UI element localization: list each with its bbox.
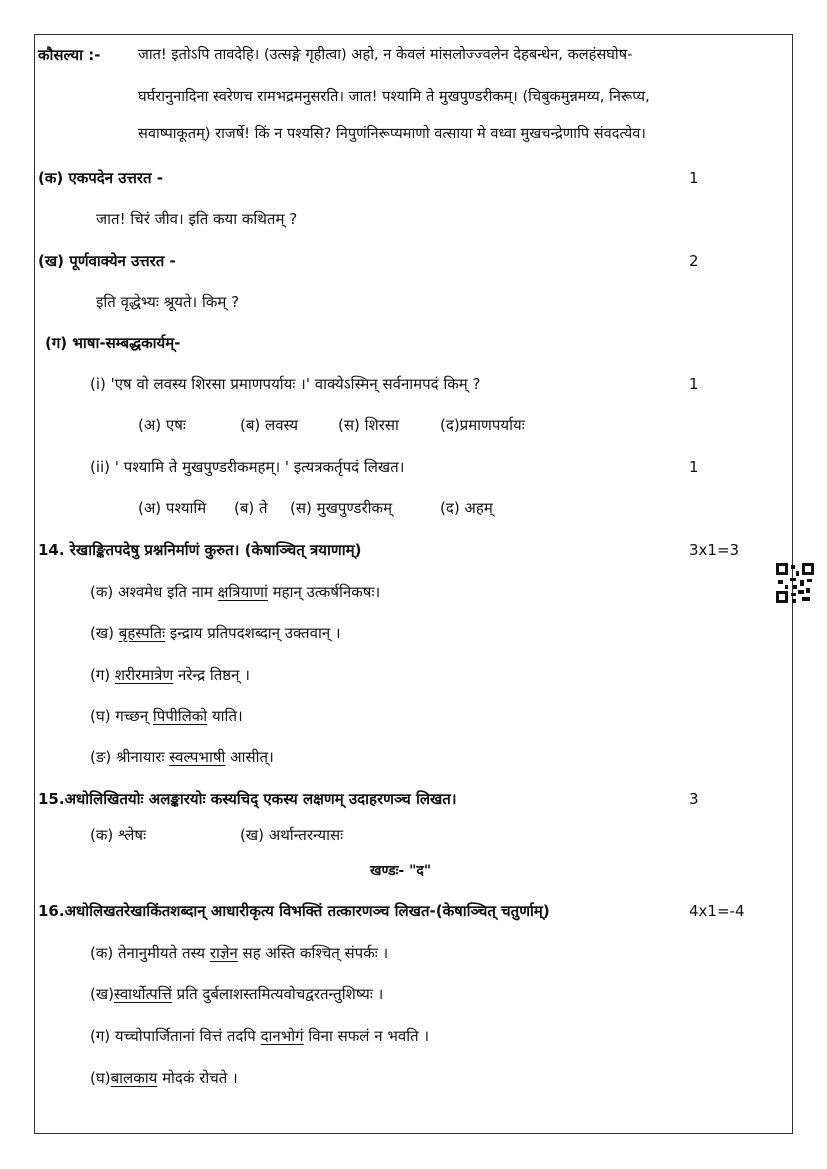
- q-ga-i-option: (ब) लवस्य: [240, 416, 299, 434]
- q14-item: (क) अश्वमेध इति नाम क्षत्रियाणां महान् उत्कर्षनिकषः।: [90, 583, 381, 601]
- q14-heading: 14. रेखाङ्कितपदेषु प्रश्ननिर्माणं कुरुत। (केषाञ्चित् त्रयाणाम्): [38, 541, 362, 559]
- q15-heading: 15.अधोलिखितयोः अलङ्कारयोः कस्यचिद् एकस्य लक्षणम् उदाहरणञ्च लिखत।: [38, 790, 457, 808]
- passage-line-3: सवाष्पाकूतम्) राजर्षे! किं न पश्यसि? निपुणंनिरूप्यमाणो वत्साया मे वध्वा मुखचन्द्रेणापि संवदत्येव।: [138, 125, 646, 142]
- q-ga-ii-option: (अ) पश्यामि: [138, 499, 207, 517]
- q14-item: (घ) गच्छन् पिपीलिको याति।: [90, 707, 243, 725]
- q-ka-question: जात! चिरं जीव। इति कया कथितम् ?: [96, 210, 298, 228]
- q14-item: (ख) बृहस्पतिः इन्द्राय प्रतिपदशब्दान् उक्तवान् ।: [90, 624, 341, 642]
- q15-marks: 3: [689, 790, 699, 808]
- speaker-label: कौसल्या :-: [38, 46, 101, 64]
- q14-item: (ङ) श्रीनायारः स्वल्पभाषी आसीत्।: [90, 748, 274, 766]
- q-ga-i-option: (द)प्रमाणपर्यायः: [440, 416, 525, 434]
- q-ga-i-option: (अ) एषः: [138, 416, 186, 434]
- q-ga-i-option: (स) शिरसा: [338, 416, 399, 434]
- q16-item: (ख)स्वार्थोत्पत्तिं प्रति दुर्बलाशस्तमित्यवोचद्वरतन्तुशिष्यः ।: [90, 985, 384, 1003]
- q-ga-ii-marks: 1: [689, 458, 699, 476]
- q14-marks: 3x1=3: [689, 541, 740, 559]
- q16-item: (घ)बालकाय मोदकं रोचते ।: [90, 1069, 238, 1087]
- q15-option: (क) श्लेषः: [90, 826, 147, 844]
- q-ga-i-text: (i) 'एष वो लवस्य शिरसा प्रमाणपर्यायः ।' वाक्येऽस्मिन् सर्वनामपदं किम् ?: [90, 375, 481, 393]
- q-ga-ii-text: (ii) ' पश्यामि ते मुखपुण्डरीकमहम्। ' इत्यत्रकर्तृपदं लिखत।: [90, 458, 405, 476]
- q-kha-marks: 2: [689, 252, 699, 270]
- q16-item: (क) तेनानुमीयते तस्य राज्ञेन सह अस्ति कश्चित् संपर्कः ।: [90, 944, 389, 962]
- q-ka-heading: (क) एकपदेन उत्तरत -: [38, 169, 164, 187]
- q-ka-marks: 1: [689, 169, 699, 187]
- q-ga-ii-option: (स) मुखपुण्डरीकम्: [290, 499, 393, 517]
- section-heading: खण्डः- "द": [370, 863, 432, 879]
- q-kha-question: इति वृद्धेभ्यः श्रूयते। किम् ?: [96, 293, 240, 311]
- q14-item: (ग) शरीरमात्रेण नरेन्द्र तिष्ठन् ।: [90, 666, 250, 684]
- q-kha-heading: (ख) पूर्णवाक्येन उत्तरत -: [38, 252, 176, 270]
- q15-option: (ख) अर्थान्तरन्यासः: [240, 826, 344, 844]
- q16-heading: 16.अधोलिखतरेखाकिंतशब्दान् आधारीकृत्य विभक्तिं तत्कारणञ्च लिखत-(केषाञ्चित् चतुर्णाम्): [38, 902, 550, 920]
- q-ga-heading: (ग) भाषा-सम्बद्धकार्यम्-: [45, 334, 181, 352]
- qr-code: [776, 563, 814, 603]
- q-ga-i-marks: 1: [689, 375, 699, 393]
- passage-line-2: घर्घरानुनादिना स्वरेणच रामभद्रमनुसरति। जात! पश्यामि ते मुखपुण्डरीकम्। (चिबुकमुन्नमय्य, निरूप्य,: [138, 88, 650, 105]
- q-ga-ii-option: (ब) ते: [234, 499, 268, 517]
- q16-item: (ग) यच्चोपार्जितानां वित्तं तदपि दानभोगं विना सफलं न भवति ।: [90, 1027, 430, 1045]
- passage-line-1: जात! इतोऽपि तावदेहि। (उत्सङ्गे गृहीत्वा) अहो, न केवलं मांसलोज्ज्वलेन देहबन्धेन, कलहंसघोष-: [138, 46, 633, 63]
- q16-marks: 4x1=-4: [689, 902, 745, 920]
- q-ga-ii-option: (द) अहम्: [440, 499, 493, 517]
